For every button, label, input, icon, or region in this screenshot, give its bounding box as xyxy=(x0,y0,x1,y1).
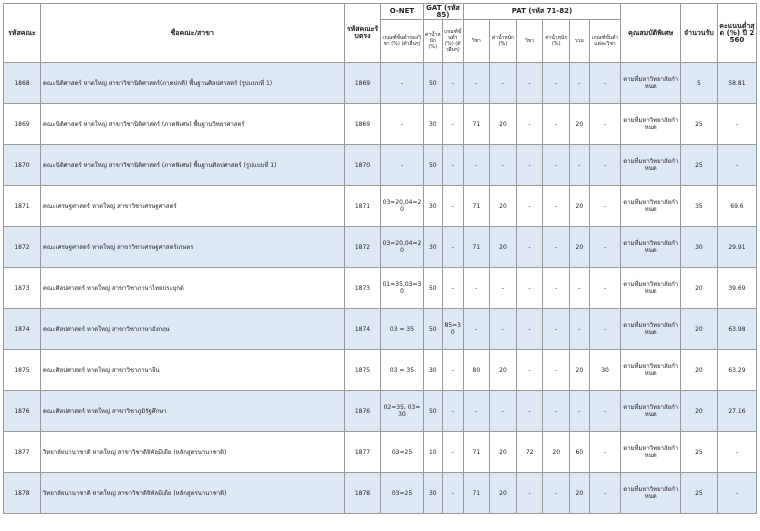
cell-faculty-code: 1868 xyxy=(4,63,41,104)
cell-pat-subject-2: - xyxy=(516,350,543,391)
cell-faculty-code: 1871 xyxy=(4,186,41,227)
cell-pat-subject-1: 71 xyxy=(463,227,490,268)
cell-seats: 20 xyxy=(680,309,717,350)
cell-gat-weight: 30 xyxy=(423,350,442,391)
cell-pat-subject-2: - xyxy=(516,63,543,104)
cell-pat-min: - xyxy=(589,104,621,145)
header-onet-sub: เกณฑ์ขั้นต่ำของวิชา (%) (ตัวอื่นๆ) xyxy=(381,20,423,63)
cell-pat-weight-2: - xyxy=(543,104,570,145)
cell-pat-subject-1: - xyxy=(463,391,490,432)
cell-pat-weight-2: - xyxy=(543,350,570,391)
table-row xyxy=(4,63,757,104)
cell-pat-weight-2: - xyxy=(543,473,570,514)
cell-faculty-code: 1875 xyxy=(4,350,41,391)
cell-gat-weight: 30 xyxy=(423,186,442,227)
header-pat-subject-2: วิชา xyxy=(516,20,543,63)
table-row xyxy=(4,309,757,350)
cell-pat-min: - xyxy=(589,268,621,309)
header-pat-weight-1: ค่าน้ำหนัก (%) xyxy=(490,20,517,63)
cell-pat-weight-1: - xyxy=(490,309,517,350)
cell-seats: 30 xyxy=(680,227,717,268)
cell-pat-subject-2: - xyxy=(516,473,543,514)
cell-pat-weight-1: - xyxy=(490,391,517,432)
cell-onet: 03 = 35 xyxy=(381,350,423,391)
cell-pat-min: - xyxy=(589,473,621,514)
cell-pat-total: - xyxy=(570,391,589,432)
cell-faculty-major: คณะศิลปศาสตร์ หาดใหญ่ สาขาวิชาภาษาอังกฤษ xyxy=(40,309,344,350)
cell-min-score: 39.69 xyxy=(717,268,756,309)
cell-pat-weight-1: - xyxy=(490,63,517,104)
cell-pat-weight-2: - xyxy=(543,268,570,309)
cell-pat-weight-2: 20 xyxy=(543,432,570,473)
cell-pat-total: 20 xyxy=(570,227,589,268)
cell-entry-code: 1870 xyxy=(344,145,381,186)
cell-pat-subject-1: - xyxy=(463,268,490,309)
cell-faculty-major: คณะศิลปศาสตร์ หาดใหญ่ สาขาวิชาภูมิรัฐศึกษา xyxy=(40,391,344,432)
cell-entry-code: 1869 xyxy=(344,104,381,145)
cell-pat-min: - xyxy=(589,432,621,473)
table-row xyxy=(4,350,757,391)
header-gat: GAT (รหัส 85) xyxy=(423,4,463,20)
cell-pat-weight-1: 20 xyxy=(490,432,517,473)
cell-onet: - xyxy=(381,63,423,104)
cell-gat-weight: 50 xyxy=(423,268,442,309)
cell-onet: 03=20,04=20 xyxy=(381,186,423,227)
cell-gat-weight: 50 xyxy=(423,145,442,186)
cell-pat-total: - xyxy=(570,63,589,104)
table-row xyxy=(4,104,757,145)
cell-gat-weight: 30 xyxy=(423,227,442,268)
cell-entry-code: 1876 xyxy=(344,391,381,432)
cell-pat-subject-1: 71 xyxy=(463,473,490,514)
admission-table xyxy=(3,3,757,514)
cell-pat-weight-1: 20 xyxy=(490,104,517,145)
cell-pat-weight-2: - xyxy=(543,186,570,227)
header-gat-weight: ค่าน้ำหนัก (%) xyxy=(423,20,442,63)
cell-pat-total: 20 xyxy=(570,186,589,227)
cell-faculty-code: 1869 xyxy=(4,104,41,145)
cell-min-score: 27.16 xyxy=(717,391,756,432)
cell-pat-weight-1: - xyxy=(490,268,517,309)
cell-gat-min: - xyxy=(443,227,464,268)
cell-min-score: 69.6 xyxy=(717,186,756,227)
header-entry-code: รหัสคณะรับตรง xyxy=(344,4,381,63)
cell-entry-code: 1877 xyxy=(344,432,381,473)
cell-faculty-major: คณะเศรษฐศาสตร์ หาดใหญ่ สาขาวิชาเศรษฐศาสตร์เกษตร xyxy=(40,227,344,268)
header-pat: PAT (รหัส 71-82) xyxy=(463,4,621,20)
cell-faculty-major: คณะศิลปศาสตร์ หาดใหญ่ สาขาวิชาภาษาจีน xyxy=(40,350,344,391)
cell-faculty-major: วิทยาลัยนานาชาติ หาดใหญ่ สาขาวิชาดิจิทัลมีเดีย (หลักสูตรนานาชาติ) xyxy=(40,432,344,473)
cell-min-score: - xyxy=(717,473,756,514)
cell-pat-weight-2: - xyxy=(543,309,570,350)
cell-min-score: - xyxy=(717,145,756,186)
cell-min-score: - xyxy=(717,104,756,145)
cell-special: ตามที่มหาวิทยาลัยกำหนด xyxy=(621,63,680,104)
cell-faculty-code: 1876 xyxy=(4,391,41,432)
cell-faculty-code: 1873 xyxy=(4,268,41,309)
cell-faculty-code: 1870 xyxy=(4,145,41,186)
cell-gat-min: - xyxy=(443,391,464,432)
cell-onet: 03=25 xyxy=(381,432,423,473)
cell-seats: 25 xyxy=(680,145,717,186)
cell-seats: 20 xyxy=(680,391,717,432)
header-onet: O-NET xyxy=(381,4,423,20)
cell-seats: 35 xyxy=(680,186,717,227)
cell-pat-subject-2: - xyxy=(516,227,543,268)
cell-entry-code: 1871 xyxy=(344,186,381,227)
cell-gat-min: - xyxy=(443,186,464,227)
cell-gat-min: - xyxy=(443,268,464,309)
cell-gat-weight: 30 xyxy=(423,473,442,514)
cell-entry-code: 1869 xyxy=(344,63,381,104)
cell-special: ตามที่มหาวิทยาลัยกำหนด xyxy=(621,186,680,227)
cell-onet: 03=20,04=20 xyxy=(381,227,423,268)
cell-pat-weight-1: 20 xyxy=(490,227,517,268)
header-faculty-code: รหัสคณะ xyxy=(4,4,41,63)
cell-seats: 20 xyxy=(680,268,717,309)
cell-faculty-code: 1874 xyxy=(4,309,41,350)
cell-onet: 03 = 35 xyxy=(381,309,423,350)
cell-faculty-code: 1878 xyxy=(4,473,41,514)
cell-seats: 25 xyxy=(680,473,717,514)
cell-pat-weight-1: 20 xyxy=(490,350,517,391)
cell-gat-min: - xyxy=(443,104,464,145)
cell-faculty-major: วิทยาลัยนานาชาติ หาดใหญ่ สาขาวิชาดิจิทัลมีเดีย (หลักสูตรนานาชาติ) xyxy=(40,473,344,514)
cell-pat-subject-2: - xyxy=(516,104,543,145)
cell-pat-subject-1: 71 xyxy=(463,432,490,473)
cell-gat-weight: 50 xyxy=(423,63,442,104)
cell-faculty-major: คณะเศรษฐศาสตร์ หาดใหญ่ สาขาวิชาเศรษฐศาสตร์ xyxy=(40,186,344,227)
cell-gat-min: - xyxy=(443,350,464,391)
cell-faculty-major: คณะนิติศาสตร์ หาดใหญ่ สาขาวิชานิติศาสตร์(ภาคปกติ) พื้นฐานศิลปศาสตร์ (รูปแบบที่ 1) xyxy=(40,63,344,104)
cell-entry-code: 1878 xyxy=(344,473,381,514)
cell-pat-total: 60 xyxy=(570,432,589,473)
header-min-score: คะแนนต่ำสุด (%) ปี 2560 xyxy=(717,4,756,63)
cell-pat-weight-2: - xyxy=(543,227,570,268)
cell-entry-code: 1872 xyxy=(344,227,381,268)
cell-pat-min: - xyxy=(589,186,621,227)
cell-special: ตามที่มหาวิทยาลัยกำหนด xyxy=(621,391,680,432)
cell-gat-weight: 10 xyxy=(423,432,442,473)
cell-special: ตามที่มหาวิทยาลัยกำหนด xyxy=(621,473,680,514)
cell-pat-subject-1: 71 xyxy=(463,186,490,227)
cell-min-score: - xyxy=(717,432,756,473)
cell-pat-total: - xyxy=(570,145,589,186)
table-row xyxy=(4,391,757,432)
cell-faculty-major: คณะนิติศาสตร์ หาดใหญ่ สาขาวิชานิติศาสตร์ (ภาคพิเศษ) พื้นฐานศิลปศาสตร์ (รูปแบบที่ 1) xyxy=(40,145,344,186)
table-row xyxy=(4,186,757,227)
table-row xyxy=(4,268,757,309)
header-pat-total: รวม xyxy=(570,20,589,63)
header-pat-weight-2: ค่าน้ำหนัก (%) xyxy=(543,20,570,63)
cell-min-score: 63.29 xyxy=(717,350,756,391)
cell-pat-subject-2: - xyxy=(516,268,543,309)
cell-entry-code: 1875 xyxy=(344,350,381,391)
cell-pat-min: - xyxy=(589,63,621,104)
cell-special: ตามที่มหาวิทยาลัยกำหนด xyxy=(621,350,680,391)
cell-min-score: 58.81 xyxy=(717,63,756,104)
cell-onet: 01=35,03=30 xyxy=(381,268,423,309)
cell-pat-subject-1: 71 xyxy=(463,104,490,145)
cell-pat-subject-2: - xyxy=(516,186,543,227)
cell-seats: 25 xyxy=(680,104,717,145)
cell-pat-min: 30 xyxy=(589,350,621,391)
cell-pat-min: - xyxy=(589,145,621,186)
cell-gat-min: - xyxy=(443,432,464,473)
cell-faculty-code: 1872 xyxy=(4,227,41,268)
cell-seats: 25 xyxy=(680,432,717,473)
cell-pat-weight-2: - xyxy=(543,391,570,432)
cell-faculty-major: คณะนิติศาสตร์ หาดใหญ่ สาขาวิชานิติศาสตร์ (ภาคพิเศษ) พื้นฐานวิทยาศาสตร์ xyxy=(40,104,344,145)
cell-faculty-code: 1877 xyxy=(4,432,41,473)
cell-onet: - xyxy=(381,145,423,186)
cell-special: ตามที่มหาวิทยาลัยกำหนด xyxy=(621,227,680,268)
cell-faculty-major: คณะศิลปศาสตร์ หาดใหญ่ สาขาวิชาภาษาไทยประยุกต์ xyxy=(40,268,344,309)
cell-onet: 02=35, 03=30 xyxy=(381,391,423,432)
cell-pat-subject-1: - xyxy=(463,309,490,350)
cell-pat-total: - xyxy=(570,268,589,309)
cell-pat-total: 20 xyxy=(570,104,589,145)
cell-seats: 20 xyxy=(680,350,717,391)
header-pat-min: เกณฑ์ขั้นต่ำแต่ละวิชา xyxy=(589,20,621,63)
cell-min-score: 29.91 xyxy=(717,227,756,268)
cell-pat-weight-1: 20 xyxy=(490,473,517,514)
cell-pat-weight-1: - xyxy=(490,145,517,186)
cell-pat-min: - xyxy=(589,391,621,432)
cell-pat-subject-2: - xyxy=(516,145,543,186)
header-faculty-major: ชื่อคณะ/สาขา xyxy=(40,4,344,63)
header-gat-min: เกณฑ์ขั้นต่ำ (%) (ตัวอื่นๆ) xyxy=(443,20,464,63)
cell-special: ตามที่มหาวิทยาลัยกำหนด xyxy=(621,309,680,350)
cell-gat-weight: 30 xyxy=(423,104,442,145)
cell-pat-subject-1: 80 xyxy=(463,350,490,391)
cell-gat-weight: 50 xyxy=(423,391,442,432)
table-row xyxy=(4,227,757,268)
table-row xyxy=(4,473,757,514)
cell-pat-weight-1: 20 xyxy=(490,186,517,227)
cell-entry-code: 1874 xyxy=(344,309,381,350)
cell-pat-total: - xyxy=(570,309,589,350)
header-pat-subject-1: วิชา xyxy=(463,20,490,63)
cell-special: ตามที่มหาวิทยาลัยกำหนด xyxy=(621,104,680,145)
cell-gat-min: 85=30 xyxy=(443,309,464,350)
header-special: คุณสมบัติพิเศษ xyxy=(621,4,680,63)
cell-pat-subject-1: - xyxy=(463,63,490,104)
cell-entry-code: 1873 xyxy=(344,268,381,309)
cell-pat-min: - xyxy=(589,227,621,268)
cell-onet: - xyxy=(381,104,423,145)
cell-pat-subject-2: - xyxy=(516,391,543,432)
cell-pat-subject-2: - xyxy=(516,309,543,350)
cell-pat-weight-2: - xyxy=(543,145,570,186)
cell-pat-weight-2: - xyxy=(543,63,570,104)
cell-onet: 03=25 xyxy=(381,473,423,514)
cell-gat-weight: 50 xyxy=(423,309,442,350)
cell-min-score: 63.98 xyxy=(717,309,756,350)
cell-seats: 5 xyxy=(680,63,717,104)
cell-pat-subject-1: - xyxy=(463,145,490,186)
cell-gat-min: - xyxy=(443,145,464,186)
cell-special: ตามที่มหาวิทยาลัยกำหนด xyxy=(621,268,680,309)
cell-pat-min: - xyxy=(589,309,621,350)
table-row xyxy=(4,145,757,186)
cell-special: ตามที่มหาวิทยาลัยกำหนด xyxy=(621,432,680,473)
cell-pat-subject-2: 72 xyxy=(516,432,543,473)
cell-gat-min: - xyxy=(443,473,464,514)
cell-gat-min: - xyxy=(443,63,464,104)
cell-pat-total: 20 xyxy=(570,350,589,391)
cell-special: ตามที่มหาวิทยาลัยกำหนด xyxy=(621,145,680,186)
table-row xyxy=(4,432,757,473)
cell-pat-total: 20 xyxy=(570,473,589,514)
header-seats: จำนวนรับ xyxy=(680,4,717,63)
